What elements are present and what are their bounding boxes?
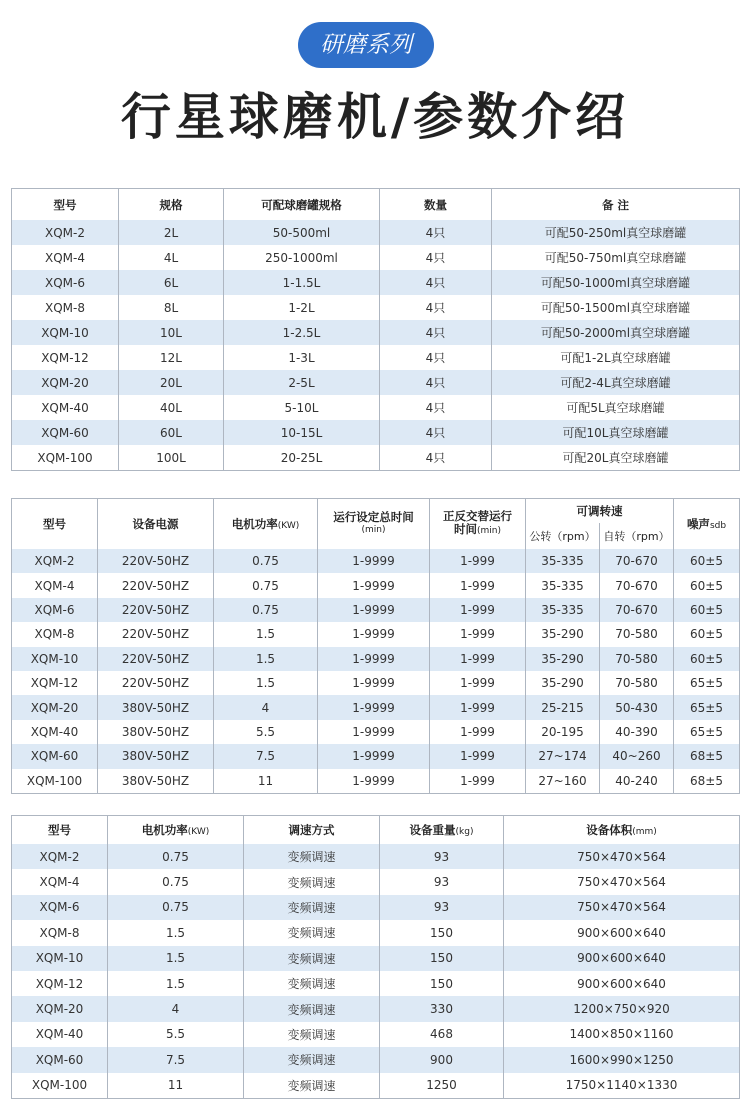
- volume-unit: (mm): [632, 827, 657, 837]
- cell-quantity: 4只: [380, 445, 492, 471]
- cell-noise: 65±5: [690, 724, 723, 739]
- col-jar-spec: 可配球磨罐规格: [224, 189, 380, 221]
- cell-quantity: 4只: [380, 270, 492, 295]
- cell-rotation: 70-670: [600, 598, 674, 622]
- col-remarks: 备 注: [601, 197, 629, 212]
- cell-volume: 1750×1140×1330: [565, 1078, 678, 1093]
- cell-model: XQM-20: [12, 370, 119, 395]
- cell-capacity: 20L: [119, 370, 224, 395]
- cell-model: XQM-6: [12, 895, 108, 920]
- cell-rotation: 40~260: [600, 744, 674, 768]
- series-badge: 研磨系列: [298, 22, 434, 68]
- cell-revolution: 35-290: [526, 671, 600, 695]
- cell-noise: 65±5: [690, 700, 723, 715]
- cell-speed-mode: 变频调速: [244, 996, 380, 1021]
- table-row: [12, 270, 740, 295]
- cell-motor-power: 0.75: [108, 869, 244, 894]
- cell-model: XQM-10: [12, 647, 98, 671]
- cell-motor-power: 0.75: [214, 549, 318, 573]
- cell-jar-spec: 1-1.5L: [224, 270, 380, 295]
- cell-volume: 900×600×640: [577, 925, 666, 940]
- cell-revolution: 35-335: [526, 549, 600, 573]
- alt-time-label: 正反交替运行: [443, 509, 512, 523]
- cell-rotation: 40-240: [600, 769, 674, 794]
- col-volume: [504, 816, 740, 845]
- table-row: [12, 295, 740, 320]
- cell-motor-power: 0.75: [108, 895, 244, 920]
- motor-power-label: 电机功率: [141, 823, 188, 837]
- cell-model: XQM-6: [12, 270, 119, 295]
- cell-motor-power: 1.5: [214, 622, 318, 646]
- cell-run-time: 1-9999: [318, 744, 430, 768]
- cell-volume: 750×470×564: [577, 900, 666, 915]
- cell-model: XQM-12: [12, 671, 98, 695]
- cell-speed-mode: 变频调速: [244, 1073, 380, 1099]
- noise-unit: sdb: [709, 521, 727, 531]
- cell-jar-spec: 5-10L: [224, 395, 380, 420]
- cell-speed-mode: 变频调速: [244, 1047, 380, 1072]
- cell-quantity: 4只: [380, 245, 492, 270]
- cell-model: XQM-12: [12, 345, 119, 370]
- cell-alternating-time: 1-999: [430, 598, 526, 622]
- cell-run-time: 1-9999: [318, 549, 430, 573]
- table-row: [12, 420, 740, 445]
- cell-model: XQM-100: [12, 445, 119, 471]
- cell-revolution: 35-290: [526, 622, 600, 646]
- cell-jar-spec: 250-1000ml: [224, 245, 380, 270]
- cell-model: XQM-40: [12, 1022, 108, 1047]
- cell-speed-mode: 变频调速: [244, 920, 380, 945]
- cell-weight: 330: [380, 996, 504, 1021]
- cell-power-supply: 220V-50HZ: [98, 622, 214, 646]
- cell-alternating-time: 1-999: [430, 622, 526, 646]
- cell-run-time: 1-9999: [318, 622, 430, 646]
- table-performance: [11, 498, 740, 794]
- cell-alternating-time: 1-999: [430, 695, 526, 719]
- cell-capacity: 4L: [119, 245, 224, 270]
- table-row: [12, 598, 740, 622]
- table-row: [12, 971, 740, 996]
- cell-power-supply: 220V-50HZ: [98, 598, 214, 622]
- cell-revolution: 20-195: [526, 720, 600, 744]
- cell-motor-power: 1.5: [108, 920, 244, 945]
- table-header-row: [12, 189, 740, 221]
- cell-remarks: 可配10L真空球磨罐: [562, 426, 669, 440]
- cell-revolution: 27~160: [526, 769, 600, 794]
- cell-remarks: 可配50-250ml真空球磨罐: [544, 226, 687, 240]
- table-row: [12, 370, 740, 395]
- cell-motor-power: 11: [214, 769, 318, 794]
- table-row: [12, 895, 740, 920]
- cell-noise: 65±5: [690, 676, 723, 691]
- table-row: [12, 320, 740, 345]
- cell-volume: 750×470×564: [577, 875, 666, 890]
- cell-model: XQM-100: [12, 769, 98, 794]
- cell-motor-power: 4: [214, 695, 318, 719]
- cell-model: XQM-8: [12, 295, 119, 320]
- table-row: [12, 395, 740, 420]
- cell-capacity: 100L: [119, 445, 224, 471]
- cell-rotation: 70-580: [600, 671, 674, 695]
- col-revolution: 公转（rpm）: [526, 523, 600, 549]
- col-quantity: 数量: [380, 189, 492, 221]
- cell-remarks: 可配50-2000ml真空球磨罐: [540, 326, 691, 340]
- table-row: [12, 245, 740, 270]
- cell-model: XQM-60: [12, 1047, 108, 1072]
- weight-label: 设备重量: [409, 823, 456, 837]
- cell-run-time: 1-9999: [318, 598, 430, 622]
- table-capacity: [11, 188, 740, 471]
- cell-motor-power: 7.5: [214, 744, 318, 768]
- table-row: [12, 1047, 740, 1072]
- cell-rotation: 70-580: [600, 647, 674, 671]
- cell-capacity: 2L: [119, 220, 224, 245]
- cell-run-time: 1-9999: [318, 720, 430, 744]
- page-title: 行星球磨机/参数介绍: [120, 88, 630, 146]
- cell-jar-spec: 2-5L: [224, 370, 380, 395]
- cell-motor-power: 1.5: [108, 946, 244, 971]
- cell-quantity: 4只: [380, 320, 492, 345]
- cell-speed-mode: 变频调速: [244, 895, 380, 920]
- cell-model: XQM-100: [12, 1073, 108, 1099]
- table-row: [12, 573, 740, 597]
- cell-alternating-time: 1-999: [430, 647, 526, 671]
- cell-model: XQM-4: [12, 869, 108, 894]
- cell-model: XQM-10: [12, 946, 108, 971]
- cell-remarks: 可配1-2L真空球磨罐: [560, 351, 671, 365]
- cell-noise: 60±5: [690, 627, 723, 642]
- cell-power-supply: 220V-50HZ: [98, 647, 214, 671]
- cell-motor-power: 1.5: [108, 971, 244, 996]
- cell-capacity: 6L: [119, 270, 224, 295]
- cell-speed-mode: 变频调速: [244, 946, 380, 971]
- cell-capacity: 8L: [119, 295, 224, 320]
- cell-run-time: 1-9999: [318, 573, 430, 597]
- cell-alternating-time: 1-999: [430, 720, 526, 744]
- col-motor-power: [108, 816, 244, 845]
- cell-model: XQM-4: [12, 245, 119, 270]
- cell-motor-power: 1.5: [214, 671, 318, 695]
- cell-weight: 468: [380, 1022, 504, 1047]
- cell-capacity: 40L: [119, 395, 224, 420]
- table-row: [12, 1073, 740, 1099]
- cell-remarks: 可配50-1000ml真空球磨罐: [540, 276, 691, 290]
- cell-noise: 68±5: [690, 773, 723, 788]
- cell-weight: 1250: [380, 1073, 504, 1099]
- motor-power-label: 电机功率: [231, 517, 278, 531]
- cell-model: XQM-8: [12, 622, 98, 646]
- cell-motor-power: 0.75: [108, 844, 244, 869]
- cell-alternating-time: 1-999: [430, 671, 526, 695]
- cell-model: XQM-60: [12, 420, 119, 445]
- cell-weight: 93: [380, 895, 504, 920]
- cell-model: XQM-60: [12, 744, 98, 768]
- cell-speed-mode: 变频调速: [244, 844, 380, 869]
- cell-model: XQM-20: [12, 996, 108, 1021]
- cell-jar-spec: 1-2L: [224, 295, 380, 320]
- cell-model: XQM-4: [12, 573, 98, 597]
- col-model: 型号: [12, 816, 108, 845]
- cell-noise: 60±5: [690, 578, 723, 593]
- cell-volume: 750×470×564: [577, 849, 666, 864]
- cell-speed-mode: 变频调速: [244, 971, 380, 996]
- cell-model: XQM-20: [12, 695, 98, 719]
- col-speed-mode: 调速方式: [244, 816, 380, 845]
- cell-model: XQM-6: [12, 598, 98, 622]
- weight-unit: (kg): [455, 827, 474, 837]
- cell-weight: 93: [380, 869, 504, 894]
- cell-motor-power: 5.5: [214, 720, 318, 744]
- cell-revolution: 35-335: [526, 598, 600, 622]
- cell-jar-spec: 1-3L: [224, 345, 380, 370]
- table-row: [12, 445, 740, 471]
- cell-remarks: 可配5L真空球磨罐: [566, 401, 665, 415]
- cell-remarks: 可配50-750ml真空球磨罐: [544, 251, 687, 265]
- cell-quantity: 4只: [380, 370, 492, 395]
- cell-quantity: 4只: [380, 295, 492, 320]
- cell-power-supply: 220V-50HZ: [98, 573, 214, 597]
- motor-power-unit: (KW): [187, 827, 210, 837]
- cell-rotation: 70-580: [600, 622, 674, 646]
- cell-quantity: 4只: [380, 420, 492, 445]
- table-row: [12, 844, 740, 869]
- col-model: 型号: [12, 189, 119, 221]
- cell-capacity: 12L: [119, 345, 224, 370]
- cell-noise: 60±5: [690, 554, 723, 569]
- cell-power-supply: 380V-50HZ: [98, 720, 214, 744]
- cell-model: XQM-10: [12, 320, 119, 345]
- table-row: [12, 920, 740, 945]
- cell-rotation: 50-430: [600, 695, 674, 719]
- cell-weight: 150: [380, 920, 504, 945]
- col-weight: [380, 816, 504, 845]
- table-row: [12, 647, 740, 671]
- motor-power-unit: (KW): [277, 521, 300, 531]
- table-row: [12, 220, 740, 245]
- cell-run-time: 1-9999: [318, 769, 430, 794]
- table-header-row: [12, 816, 740, 845]
- cell-noise: 60±5: [690, 602, 723, 617]
- cell-model: XQM-40: [12, 395, 119, 420]
- cell-motor-power: 0.75: [214, 573, 318, 597]
- table-dimensions: [11, 815, 740, 1099]
- col-power-supply: 设备电源: [98, 499, 214, 550]
- cell-quantity: 4只: [380, 220, 492, 245]
- cell-power-supply: 380V-50HZ: [98, 769, 214, 794]
- cell-run-time: 1-9999: [318, 695, 430, 719]
- table-row: [12, 1022, 740, 1047]
- cell-noise: 68±5: [690, 749, 723, 764]
- cell-model: XQM-2: [12, 220, 119, 245]
- col-motor-power: [214, 499, 318, 550]
- run-time-unit: (min): [361, 525, 386, 535]
- cell-motor-power: 5.5: [108, 1022, 244, 1047]
- cell-power-supply: 380V-50HZ: [98, 744, 214, 768]
- cell-motor-power: 0.75: [214, 598, 318, 622]
- cell-run-time: 1-9999: [318, 671, 430, 695]
- table-row: [12, 345, 740, 370]
- table-row: [12, 946, 740, 971]
- alt-time-unit: (min): [477, 526, 501, 536]
- cell-volume: 1200×750×920: [573, 1002, 670, 1017]
- cell-power-supply: 380V-50HZ: [98, 695, 214, 719]
- cell-revolution: 35-290: [526, 647, 600, 671]
- cell-capacity: 60L: [119, 420, 224, 445]
- cell-remarks: 可配2-4L真空球磨罐: [560, 376, 671, 390]
- table-row: [12, 695, 740, 719]
- col-capacity: 规格: [119, 189, 224, 221]
- cell-model: XQM-2: [12, 549, 98, 573]
- cell-weight: 93: [380, 844, 504, 869]
- cell-motor-power: 7.5: [108, 1047, 244, 1072]
- cell-model: XQM-40: [12, 720, 98, 744]
- cell-alternating-time: 1-999: [430, 549, 526, 573]
- col-alternating-time: [430, 499, 526, 550]
- col-rotation: 自转（rpm）: [600, 523, 674, 549]
- cell-weight: 150: [380, 971, 504, 996]
- cell-jar-spec: 20-25L: [224, 445, 380, 471]
- cell-volume: 1600×990×1250: [569, 1052, 674, 1067]
- col-model: 型号: [12, 499, 98, 550]
- col-adjustable-speed: 可调转速: [526, 499, 674, 523]
- cell-rotation: 40-390: [600, 720, 674, 744]
- cell-quantity: 4只: [380, 395, 492, 420]
- cell-alternating-time: 1-999: [430, 744, 526, 768]
- cell-power-supply: 220V-50HZ: [98, 671, 214, 695]
- cell-speed-mode: 变频调速: [244, 869, 380, 894]
- cell-alternating-time: 1-999: [430, 769, 526, 794]
- cell-power-supply: 220V-50HZ: [98, 549, 214, 573]
- table-row: [12, 720, 740, 744]
- table-row: [12, 744, 740, 768]
- cell-motor-power: 11: [108, 1073, 244, 1099]
- table-row: [12, 869, 740, 894]
- cell-volume: 1400×850×1160: [569, 1027, 674, 1042]
- cell-run-time: 1-9999: [318, 647, 430, 671]
- cell-alternating-time: 1-999: [430, 573, 526, 597]
- cell-revolution: 25-215: [526, 695, 600, 719]
- cell-rotation: 70-670: [600, 573, 674, 597]
- col-run-time: [318, 499, 430, 550]
- cell-noise: 60±5: [690, 651, 723, 666]
- table-row: [12, 996, 740, 1021]
- cell-quantity: 4只: [380, 345, 492, 370]
- cell-jar-spec: 50-500ml: [224, 220, 380, 245]
- table-row: [12, 769, 740, 794]
- cell-speed-mode: 变频调速: [244, 1022, 380, 1047]
- cell-jar-spec: 10-15L: [224, 420, 380, 445]
- table-header-row: [12, 499, 740, 523]
- cell-model: XQM-2: [12, 844, 108, 869]
- cell-revolution: 35-335: [526, 573, 600, 597]
- run-time-label: 运行设定总时间: [333, 510, 414, 524]
- cell-weight: 900: [380, 1047, 504, 1072]
- cell-motor-power: 1.5: [214, 647, 318, 671]
- cell-remarks: 可配50-1500ml真空球磨罐: [540, 301, 691, 315]
- volume-label: 设备体积: [586, 823, 633, 837]
- cell-weight: 150: [380, 946, 504, 971]
- cell-volume: 900×600×640: [577, 976, 666, 991]
- cell-capacity: 10L: [119, 320, 224, 345]
- cell-model: XQM-12: [12, 971, 108, 996]
- cell-rotation: 70-670: [600, 549, 674, 573]
- cell-revolution: 27~174: [526, 744, 600, 768]
- alt-time-sub: 时间: [454, 522, 477, 536]
- noise-label: 噪声: [686, 517, 710, 531]
- table-row: [12, 671, 740, 695]
- table-row: [12, 622, 740, 646]
- col-noise: [674, 499, 740, 550]
- cell-motor-power: 4: [108, 996, 244, 1021]
- cell-remarks: 可配20L真空球磨罐: [562, 451, 669, 465]
- cell-volume: 900×600×640: [577, 951, 666, 966]
- cell-jar-spec: 1-2.5L: [224, 320, 380, 345]
- table-row: [12, 549, 740, 573]
- cell-model: XQM-8: [12, 920, 108, 945]
